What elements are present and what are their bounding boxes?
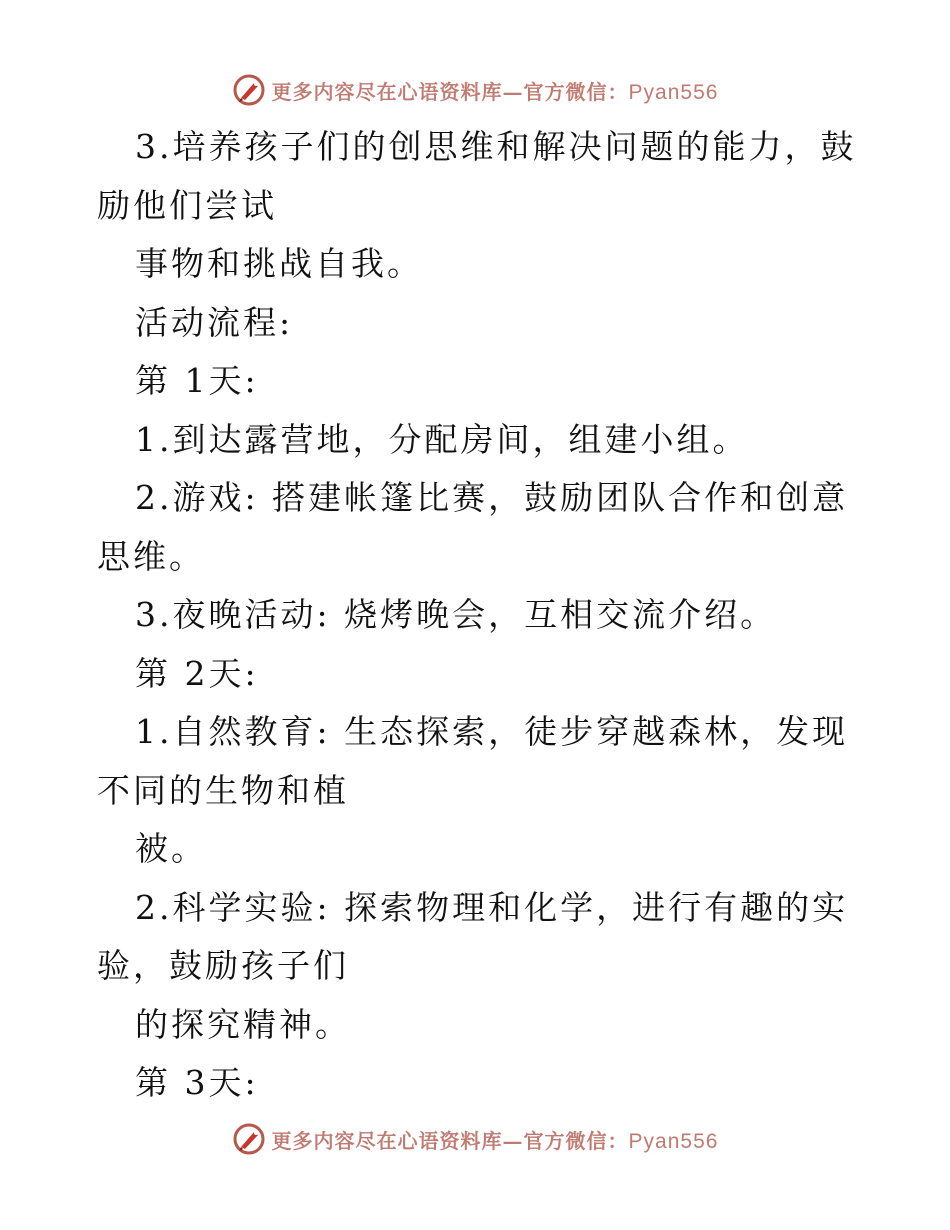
paragraph: 活动流程: xyxy=(135,302,294,342)
paragraph: 3.培养孩子们的创思维和解决问题的能力，鼓励他们尝试 xyxy=(97,127,857,225)
paragraph: 的探究精神。 xyxy=(135,1004,351,1044)
paragraph: 被。 xyxy=(135,829,207,868)
paragraph: 2.科学实验: 探索物理和化学，进行有趣的实验，鼓励孩子们 xyxy=(97,887,849,985)
paragraph: 1.自然教育: 生态探索，徒步穿越森林，发现不同的生物和植 xyxy=(97,712,849,810)
watermark-footer xyxy=(0,1119,950,1159)
document-body xyxy=(97,118,857,1113)
paragraph: 事物和挑战自我。 xyxy=(135,244,423,283)
paragraph: 1.到达露营地，分配房间，组建小组。 xyxy=(135,419,749,459)
red-pen-logo-icon xyxy=(232,73,266,107)
paragraph: 第 3天: xyxy=(135,1063,259,1102)
paragraph: 第 1天: xyxy=(135,361,259,400)
paragraph: 第 2天: xyxy=(135,653,259,693)
paragraph: 2.游戏: 搭建帐篷比赛，鼓励团队合作和创意思维。 xyxy=(97,478,849,576)
watermark-text: 更多内容尽在心语资料库—官方微信：Pyan556 xyxy=(271,1128,719,1153)
red-pen-logo-icon xyxy=(232,1122,266,1156)
paragraph: 3.夜晚活动: 烧烤晚会，互相交流介绍。 xyxy=(135,595,777,634)
watermark-header xyxy=(0,70,950,110)
watermark-text: 更多内容尽在心语资料库—官方微信：Pyan556 xyxy=(271,79,719,104)
